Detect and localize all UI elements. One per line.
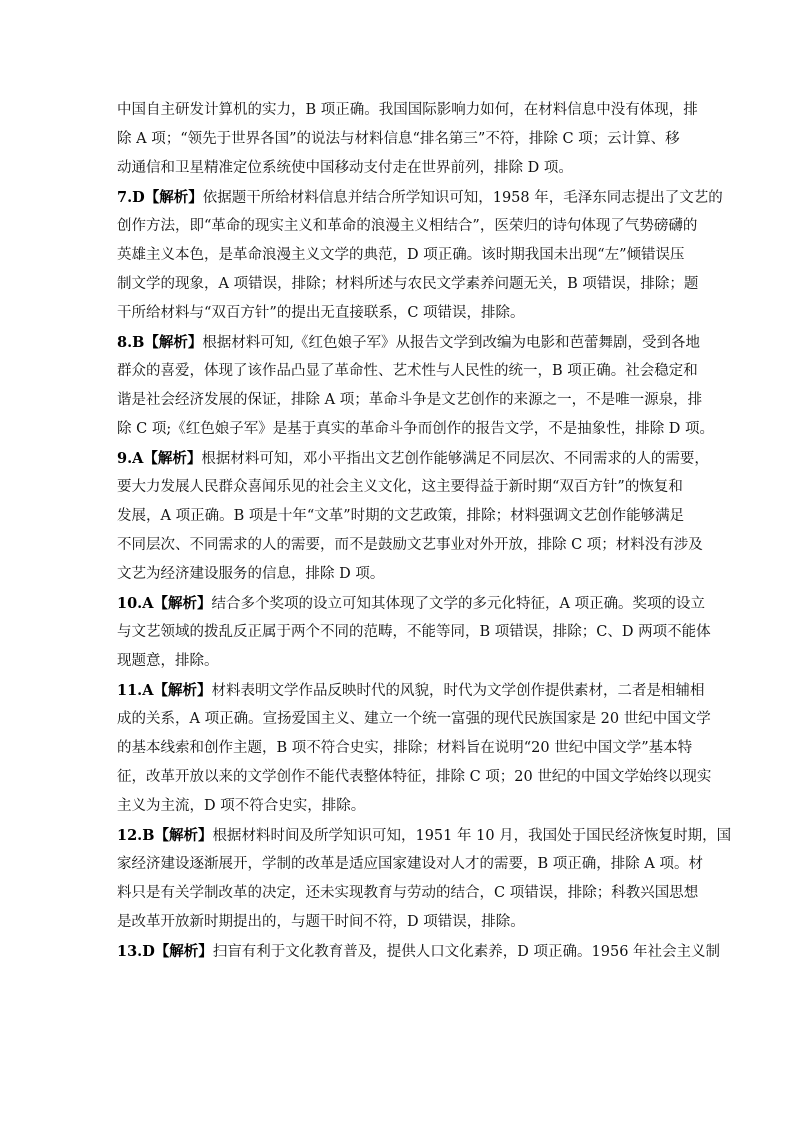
text-line: 主义为主流，D 项不符合史实，排除。 bbox=[117, 798, 366, 814]
text-line: 是改革开放新时期提出的，与题干时间不符，D 项错误，排除。 bbox=[117, 914, 525, 930]
text-line: 发展，A 项正确。B 项是十年“文革”时期的文艺政策，排除；材料强调文艺创作能够满足 bbox=[117, 508, 685, 524]
question-10-label: 10.A【解析】 bbox=[117, 595, 212, 612]
text-line: 的基本线索和创作主题，B 项不符合史实，排除；材料旨在说明“20 世纪中国文学”基本特 bbox=[117, 740, 693, 756]
text-line: 征，改革开放以来的文学创作不能代表整体特征，排除 C 项；20 世纪的中国文学始终以现实 bbox=[117, 769, 712, 785]
text-line: 英雄主义本色，是革命浪漫主义文学的典范，D 项正确。该时期我国未出现“左”倾错误压 bbox=[117, 247, 685, 263]
question-7-heading-line: 7.D【解析】依据题干所给材料信息并结合所学知识可知，1958 年，毛泽东同志提出了文艺的 bbox=[117, 189, 723, 206]
text-line: 文艺为经济建设服务的信息，排除 D 项。 bbox=[117, 566, 385, 582]
text-line: 中国自主研发计算机的实力，B 项正确。我国国际影响力如何，在材料信息中没有体现，排 bbox=[117, 102, 698, 118]
answer-analysis-text bbox=[117, 96, 732, 966]
text-line: 群众的喜爱，体现了该作品凸显了革命性、艺术性与人民性的统一，B 项正确。社会稳定和 bbox=[117, 363, 698, 379]
question-12-heading-line: 12.B【解析】根据材料时间及所学知识可知，1951 年 10 月，我国处于国民经济恢复时期，国 bbox=[117, 827, 732, 844]
text-line: 干所给材料与“双百方针”的提出无直接联系，C 项错误，排除。 bbox=[117, 305, 525, 321]
question-11-label: 11.A【解析】 bbox=[117, 682, 212, 699]
question-7-label: 7.D【解析】 bbox=[117, 189, 203, 206]
text-line: 要大力发展人民群众喜闻乐见的社会主义文化，这主要得益于新时期“双百方针”的恢复和 bbox=[117, 479, 683, 495]
text-line: 除 C 项;《红色娘子军》是基于真实的革命斗争而创作的报告文学，不是抽象性，排除 D 项。 bbox=[117, 421, 715, 437]
text-line: 现题意，排除。 bbox=[117, 653, 219, 669]
question-10-heading-line: 10.A【解析】结合多个奖项的设立可知其体现了文学的多元化特征，A 项正确。奖项的设立 bbox=[117, 595, 706, 612]
text-line: 创作方法，即“革命的现实主义和革命的浪漫主义相结合”，医荣归的诗句体现了气势磅礴的 bbox=[117, 218, 698, 234]
text-line: 谐是社会经济发展的保证，排除 A 项；革命斗争是文艺创作的来源之一，不是唯一源泉，排 bbox=[117, 392, 703, 408]
question-12-label: 12.B【解析】 bbox=[117, 827, 213, 844]
text-line: 成的关系，A 项正确。宣扬爱国主义、建立一个统一富强的现代民族国家是 20 世纪中国文学 bbox=[117, 711, 711, 727]
question-8-label: 8.B【解析】 bbox=[117, 334, 203, 351]
question-11-heading-line: 11.A【解析】材料表明文学作品反映时代的风貌，时代为文学创作提供素材，二者是相辅相 bbox=[117, 682, 705, 699]
question-8-heading-line: 8.B【解析】根据材料可知,《红色娘子军》从报告文学到改编为电影和芭蕾舞剧，受到各地 bbox=[117, 334, 701, 351]
text-line: 动通信和卫星精准定位系统使中国移动支付走在世界前列，排除 D 项。 bbox=[117, 160, 573, 176]
text-line: 制文学的现象，A 项错误，排除；材料所述与农民文学素养问题无关，B 项错误，排除；题 bbox=[117, 276, 699, 292]
text-line: 除 A 项；“领先于世界各国”的说法与材料信息“排名第三”不符，排除 C 项；云计算、移 bbox=[117, 131, 680, 147]
question-9-label: 9.A【解析】 bbox=[117, 450, 202, 467]
text-line: 与文艺领域的拨乱反正属于两个不同的范畴，不能等同，B 项错误，排除；C、D 两项不能体 bbox=[117, 624, 711, 640]
text-line: 家经济建设逐渐展开，学制的改革是适应国家建设对人才的需要，B 项正确，排除 A 项。材 bbox=[117, 856, 703, 872]
text-line: 料只是有关学制改革的决定，还未实现教育与劳动的结合，C 项错误，排除；科教兴国思想 bbox=[117, 885, 699, 901]
question-13-heading-line: 13.D【解析】扫盲有利于文化教育普及，提供人口文化素养，D 项正确。1956 年社会主义制 bbox=[117, 943, 721, 960]
text-line: 不同层次、不同需求的人的需要，而不是鼓励文艺事业对外开放，排除 C 项；材料没有涉及 bbox=[117, 537, 703, 553]
question-13-label: 13.D【解析】 bbox=[117, 943, 213, 960]
question-9-heading-line: 9.A【解析】根据材料可知，邓小平指出文艺创作能够满足不同层次、不同需求的人的需要， bbox=[117, 450, 709, 467]
